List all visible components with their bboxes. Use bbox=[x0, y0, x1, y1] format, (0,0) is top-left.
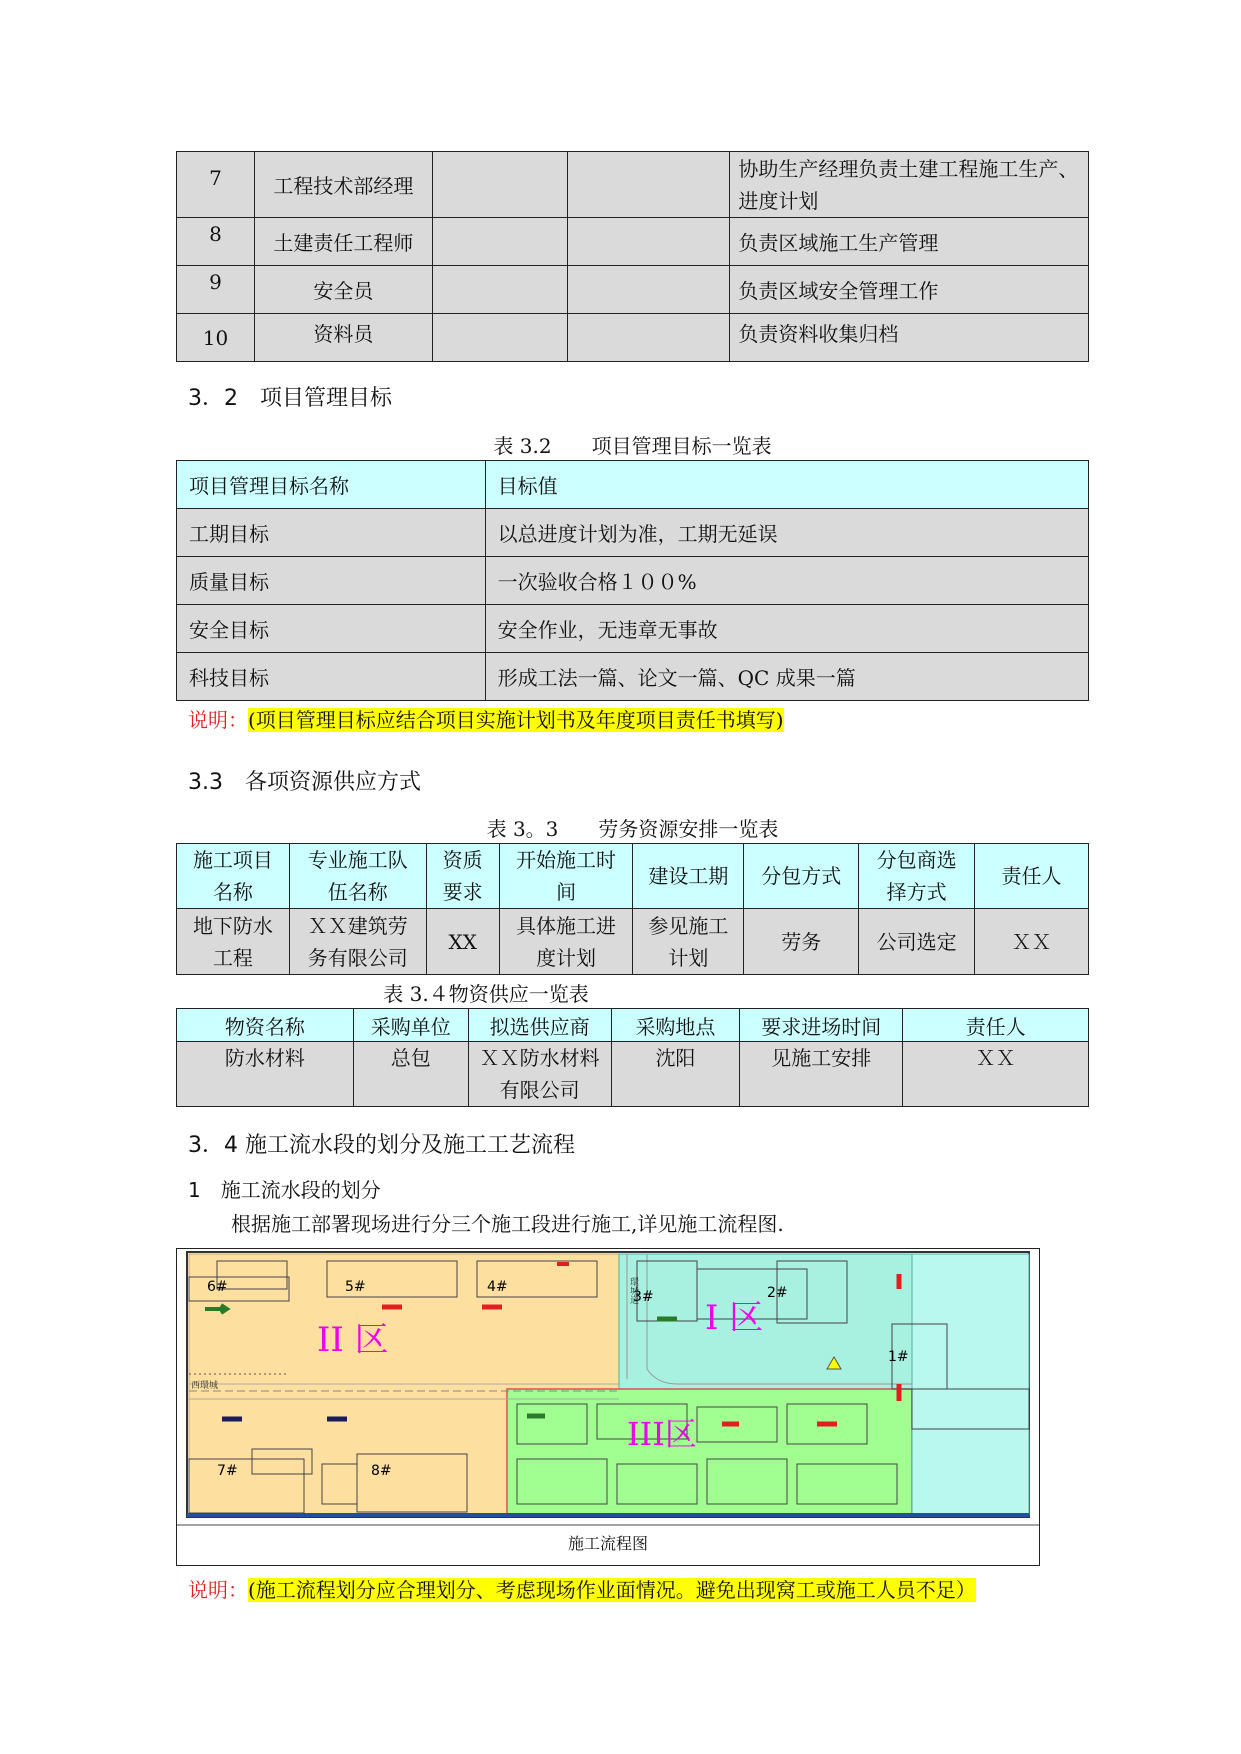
section-heading-3-2: 3．2 项目管理目标 bbox=[188, 386, 392, 411]
goals-table bbox=[176, 460, 1089, 701]
staff-empty bbox=[567, 266, 730, 314]
labor-cell: 公司选定 bbox=[859, 909, 975, 975]
material-cell: 总包 bbox=[353, 1042, 468, 1107]
note-flow bbox=[188, 1574, 976, 1603]
staff-title: 工程技术部经理 bbox=[254, 152, 432, 218]
staff-empty bbox=[432, 314, 567, 362]
material-header: 采购单位 bbox=[353, 1009, 468, 1042]
zone-3-area bbox=[507, 1389, 912, 1515]
body-paragraph: 根据施工部署现场进行分三个施工段进行施工,详见施工流程图. bbox=[231, 1212, 784, 1236]
labor-cell: 具体施工进度计划 bbox=[499, 909, 633, 975]
material-table bbox=[176, 1008, 1089, 1107]
subheading: 1 施工流水段的划分 bbox=[188, 1178, 381, 1202]
table-caption-3-2: 表 3.2 项目管理目标一览表 bbox=[493, 434, 772, 458]
staff-empty bbox=[567, 218, 730, 266]
staff-duty: 负责区域施工生产管理 bbox=[730, 218, 1089, 266]
building-label: 4# bbox=[487, 1279, 508, 1295]
staff-empty bbox=[432, 266, 567, 314]
labor-cell: ＸＸ bbox=[975, 909, 1089, 975]
staff-empty bbox=[567, 152, 730, 218]
building-label: 7# bbox=[217, 1463, 238, 1479]
labor-header: 施工项目名称 bbox=[177, 844, 290, 909]
labor-cell: 劳务 bbox=[744, 909, 859, 975]
labor-header: 分包商选择方式 bbox=[859, 844, 975, 909]
material-header: 物资名称 bbox=[177, 1009, 354, 1042]
table-caption-3-4: 表 3.４物资供应一览表 bbox=[383, 982, 589, 1006]
staff-no: 7 bbox=[177, 152, 255, 218]
road-label-vertical: 環城道 bbox=[628, 1277, 638, 1304]
labor-header: 责任人 bbox=[975, 844, 1089, 909]
note-text: (施工流程划分应合理划分、考虑现场作业面情况。避免出现窝工或施工人员不足） bbox=[248, 1578, 976, 1602]
building-label: 1# bbox=[888, 1349, 909, 1365]
goal-name: 安全目标 bbox=[177, 605, 486, 653]
labor-cell: 地下防水工程 bbox=[177, 909, 290, 975]
goal-value: 一次验收合格１００% bbox=[485, 557, 1088, 605]
labor-cell: 参见施工计划 bbox=[633, 909, 744, 975]
material-cell: 见施工安排 bbox=[740, 1042, 903, 1107]
site-plan bbox=[177, 1249, 1039, 1565]
staff-table bbox=[176, 151, 1089, 362]
labor-header: 建设工期 bbox=[633, 844, 744, 909]
figure-caption: 施工流程图 bbox=[567, 1534, 648, 1553]
building-label: 6# bbox=[207, 1279, 228, 1295]
labor-header: 分包方式 bbox=[744, 844, 859, 909]
goal-name: 质量目标 bbox=[177, 557, 486, 605]
labor-header: 资质要求 bbox=[426, 844, 499, 909]
staff-duty: 负责资料收集归档 bbox=[730, 314, 1089, 362]
staff-no: 9 bbox=[177, 266, 255, 314]
staff-no: 8 bbox=[177, 218, 255, 266]
material-header: 责任人 bbox=[903, 1009, 1089, 1042]
building-label: 2# bbox=[767, 1285, 788, 1301]
goals-header: 项目管理目标名称 bbox=[177, 461, 486, 509]
labor-cell: ＸＸ建筑劳务有限公司 bbox=[289, 909, 426, 975]
goals-header: 目标值 bbox=[485, 461, 1088, 509]
staff-title: 土建责任工程师 bbox=[254, 218, 432, 266]
staff-empty bbox=[432, 218, 567, 266]
labor-cell: XX bbox=[426, 909, 499, 975]
building-label: 3# bbox=[633, 1289, 654, 1305]
labor-header: 开始施工时间 bbox=[499, 844, 633, 909]
staff-title: 安全员 bbox=[254, 266, 432, 314]
staff-empty bbox=[432, 152, 567, 218]
material-header: 拟选供应商 bbox=[468, 1009, 611, 1042]
staff-duty: 协助生产经理负责土建工程施工生产、进度计划 bbox=[730, 152, 1089, 218]
note-label: 说明： bbox=[188, 708, 248, 732]
goal-value: 安全作业，无违章无事故 bbox=[485, 605, 1088, 653]
labor-header: 专业施工队伍名称 bbox=[289, 844, 426, 909]
note-goals bbox=[188, 704, 784, 733]
goal-value: 以总进度计划为准，工期无延误 bbox=[485, 509, 1088, 557]
material-header: 采购地点 bbox=[611, 1009, 740, 1042]
staff-title: 资料员 bbox=[254, 314, 432, 362]
goal-name: 工期目标 bbox=[177, 509, 486, 557]
material-header: 要求进场时间 bbox=[740, 1009, 903, 1042]
zone-label-3: III区 bbox=[627, 1415, 697, 1453]
flow-figure bbox=[176, 1248, 1040, 1566]
section-heading-3-4: 3．4 施工流水段的划分及施工工艺流程 bbox=[188, 1133, 575, 1158]
material-cell: ＸＸ bbox=[903, 1042, 1089, 1107]
building-label: 5# bbox=[345, 1279, 366, 1295]
zone-label-2: II 区 bbox=[317, 1320, 389, 1360]
zone-label-1: I 区 bbox=[705, 1298, 764, 1338]
building-label: 8# bbox=[371, 1463, 392, 1479]
note-text: (项目管理目标应结合项目实施计划书及年度项目责任书填写) bbox=[248, 708, 784, 732]
material-cell: 防水材料 bbox=[177, 1042, 354, 1107]
material-cell: ＸＸ防水材料有限公司 bbox=[468, 1042, 611, 1107]
section-heading-3-3: 3.3 各项资源供应方式 bbox=[188, 770, 421, 795]
table-caption-3-3: 表 3。3 劳务资源安排一览表 bbox=[486, 817, 779, 841]
labor-table bbox=[176, 843, 1089, 975]
staff-duty: 负责区域安全管理工作 bbox=[730, 266, 1089, 314]
goal-value: 形成工法一篇、论文一篇、QC 成果一篇 bbox=[485, 653, 1088, 701]
road-label-horizontal: 西環城 bbox=[191, 1381, 219, 1391]
staff-empty bbox=[567, 314, 730, 362]
material-cell: 沈阳 bbox=[611, 1042, 740, 1107]
note-label: 说明： bbox=[188, 1578, 248, 1602]
goal-name: 科技目标 bbox=[177, 653, 486, 701]
staff-no: 10 bbox=[177, 314, 255, 362]
